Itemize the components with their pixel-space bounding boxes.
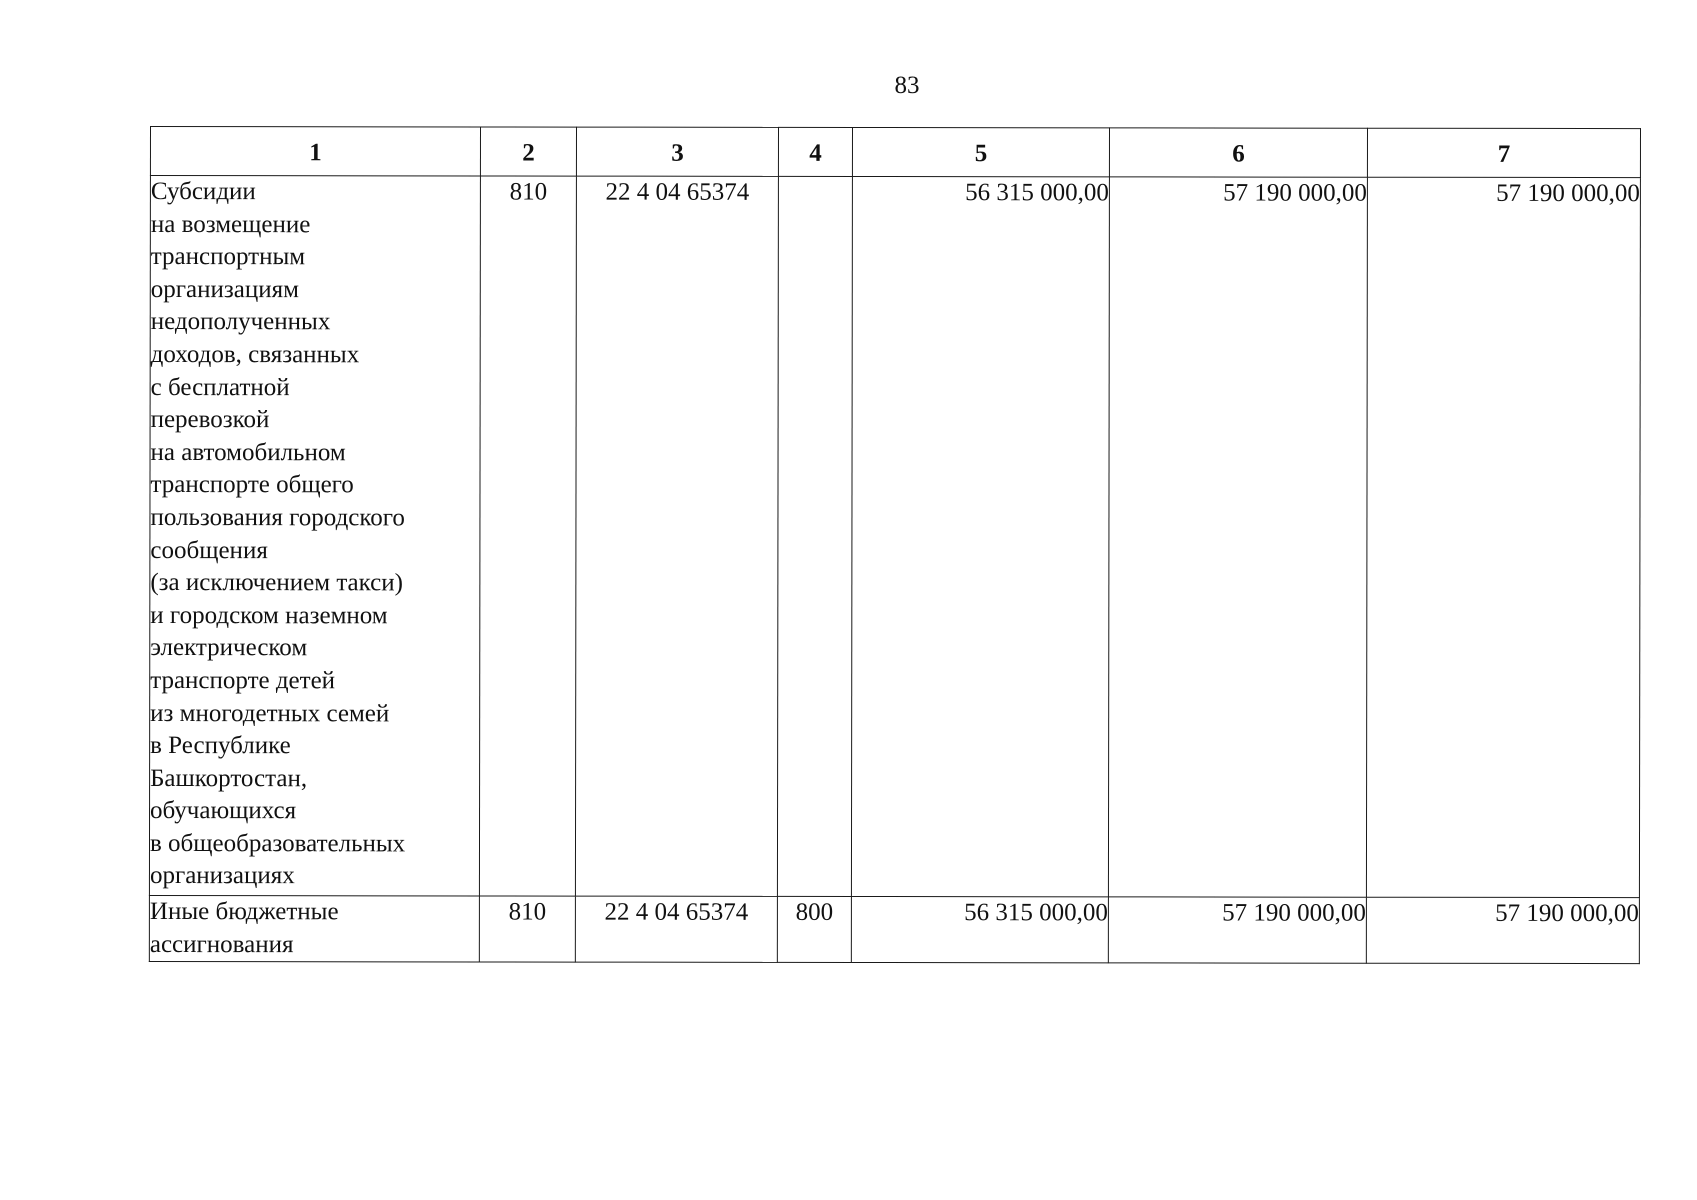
row-col3: 22 4 04 65374 [575,176,778,896]
row-name-cell [149,896,479,963]
column-header-2: 2 [480,127,576,176]
row-col7: 57 190 000,00 [1366,897,1639,964]
row-col5: 56 315 000,00 [851,176,1109,896]
row-col6: 57 190 000,00 [1108,897,1366,964]
column-header-1: 1 [150,127,480,176]
budget-table [149,126,1641,964]
header-row [150,127,1640,178]
row-col7: 57 190 000,00 [1366,177,1640,897]
column-header-7: 7 [1367,128,1640,177]
row-name: Иные бюджетные ассигнования [149,898,339,958]
row-col3: 22 4 04 65374 [575,896,777,962]
row-col5: 56 315 000,00 [851,897,1108,964]
column-header-6: 6 [1109,128,1367,177]
column-header-5: 5 [852,127,1109,176]
row-name: Субсидии на возмещение транспортным организациям недополученных доходов, связанных с бесплатной перевозкой на автомобильном транспорте общего пользования городского сообщения (за исключением такси) и городском наземном электрическом транспорте детей из многодетных семей в Республике Башкортостан, обучающихся в общеобразовательных организациях [149,178,406,890]
page-number: 83 [894,72,920,99]
row-col2: 810 [479,896,575,962]
table-row [149,176,1640,898]
row-name-cell [149,176,480,897]
table-row [149,896,1639,964]
column-header-4: 4 [778,127,852,176]
row-col6: 57 190 000,00 [1108,177,1367,897]
row-col2: 810 [479,176,576,896]
row-col4: 800 [777,896,851,962]
row-col4 [777,176,852,896]
column-header-3: 3 [576,127,778,176]
